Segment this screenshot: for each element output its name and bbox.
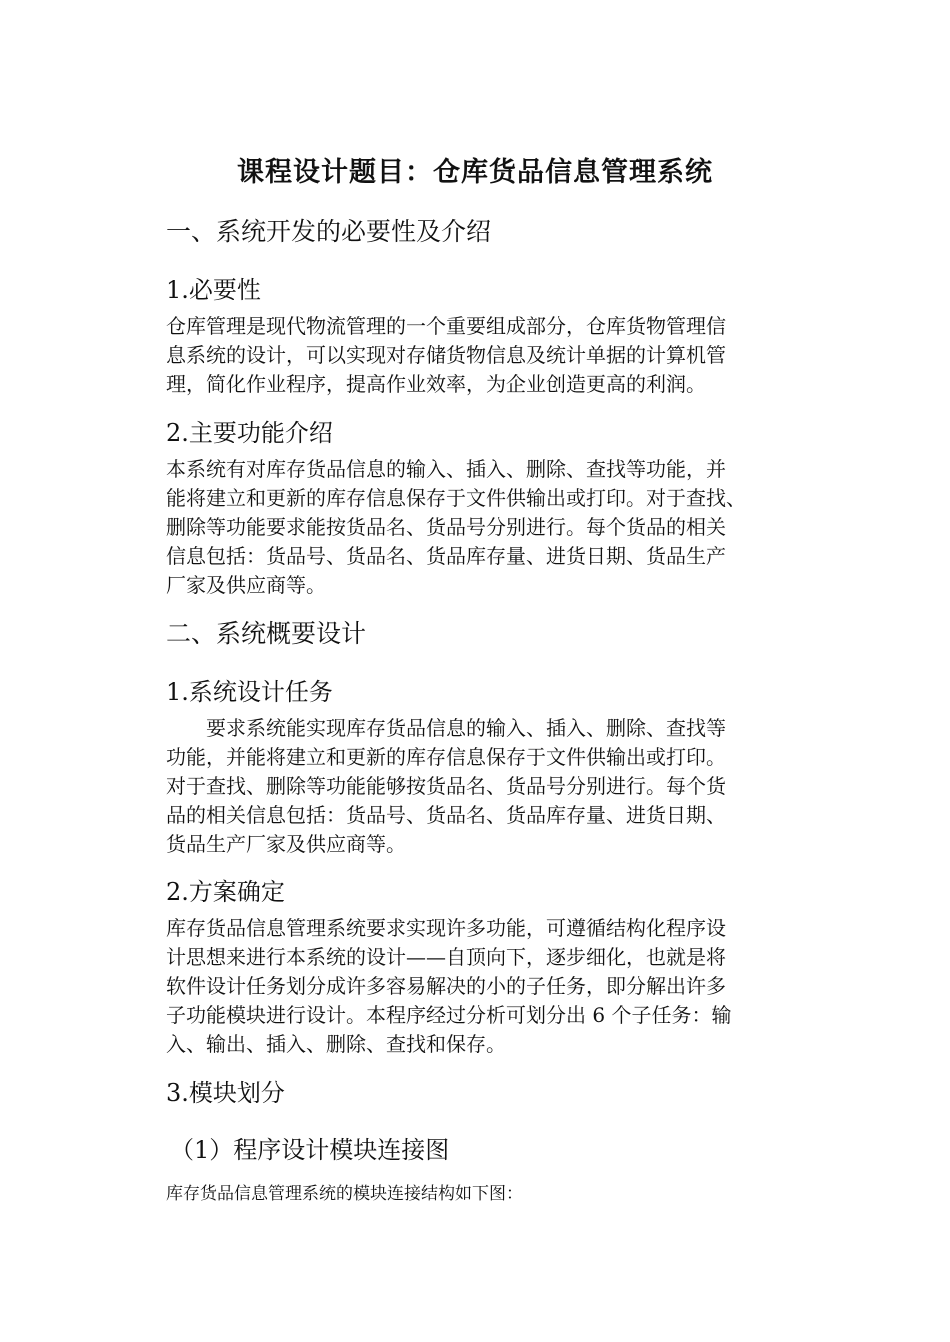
paragraph-line: 对于查找、删除等功能能够按货品名、货品号分别进行。每个货 [166, 774, 726, 798]
paragraph-line: 软件设计任务划分成许多容易解决的小的子任务，即分解出许多 [166, 974, 726, 998]
subsection-heading-functions: 2.主要功能介绍 [166, 419, 333, 447]
subsection-heading-necessity: 1.必要性 [166, 276, 261, 304]
paragraph-line: 入、输出、插入、删除、查找和保存。 [166, 1032, 506, 1056]
paragraph-line: 库存货品信息管理系统的模块连接结构如下图： [166, 1184, 523, 1204]
paragraph-line: 要求系统能实现库存货品信息的输入、插入、删除、查找等 [206, 716, 726, 740]
subsection-heading-design-task: 1.系统设计任务 [166, 678, 333, 706]
paragraph-line: 本系统有对库存货品信息的输入、插入、删除、查找等功能，并 [166, 457, 726, 481]
paragraph-functions [166, 455, 791, 600]
sub-subsection-heading-module-diagram: （1）程序设计模块连接图 [170, 1136, 450, 1164]
paragraph-line: 子功能模块进行设计。本程序经过分析可划分出 6 个子任务：输 [166, 1003, 732, 1027]
paragraph-module-diagram [166, 1180, 791, 1209]
section-heading-1: 一、系统开发的必要性及介绍 [166, 217, 492, 246]
subsection-heading-modules: 3.模块划分 [166, 1079, 285, 1107]
paragraph-line: 库存货品信息管理系统要求实现许多功能，可遵循结构化程序设 [166, 916, 726, 940]
paragraph-line: 功能，并能将建立和更新的库存信息保存于文件供输出或打印。 [166, 745, 726, 769]
paragraph-line: 厂家及供应商等。 [166, 573, 326, 597]
paragraph-line: 仓库管理是现代物流管理的一个重要组成部分，仓库货物管理信 [166, 314, 726, 338]
paragraph-line: 计思想来进行本系统的设计——自顶向下，逐步细化，也就是将 [166, 945, 726, 969]
paragraph-line: 理，简化作业程序，提高作业效率，为企业创造更高的利润。 [166, 372, 706, 396]
paragraph-line: 货品生产厂家及供应商等。 [166, 832, 406, 856]
paragraph-line: 能将建立和更新的库存信息保存于文件供输出或打印。对于查找、 [166, 486, 746, 510]
paragraph-plan [166, 914, 791, 1059]
subsection-heading-plan: 2.方案确定 [166, 878, 285, 906]
paragraph-design-task [166, 714, 791, 859]
paragraph-line: 息系统的设计，可以实现对存储货物信息及统计单据的计算机管 [166, 343, 726, 367]
section-heading-2: 二、系统概要设计 [166, 619, 367, 648]
paragraph-necessity [166, 312, 791, 399]
document-title: 课程设计题目：仓库货品信息管理系统 [237, 157, 713, 188]
paragraph-line: 删除等功能要求能按货品名、货品号分别进行。每个货品的相关 [166, 515, 726, 539]
paragraph-line: 品的相关信息包括：货品号、货品名、货品库存量、进货日期、 [166, 803, 726, 827]
paragraph-line: 信息包括：货品号、货品名、货品库存量、进货日期、货品生产 [166, 544, 726, 568]
